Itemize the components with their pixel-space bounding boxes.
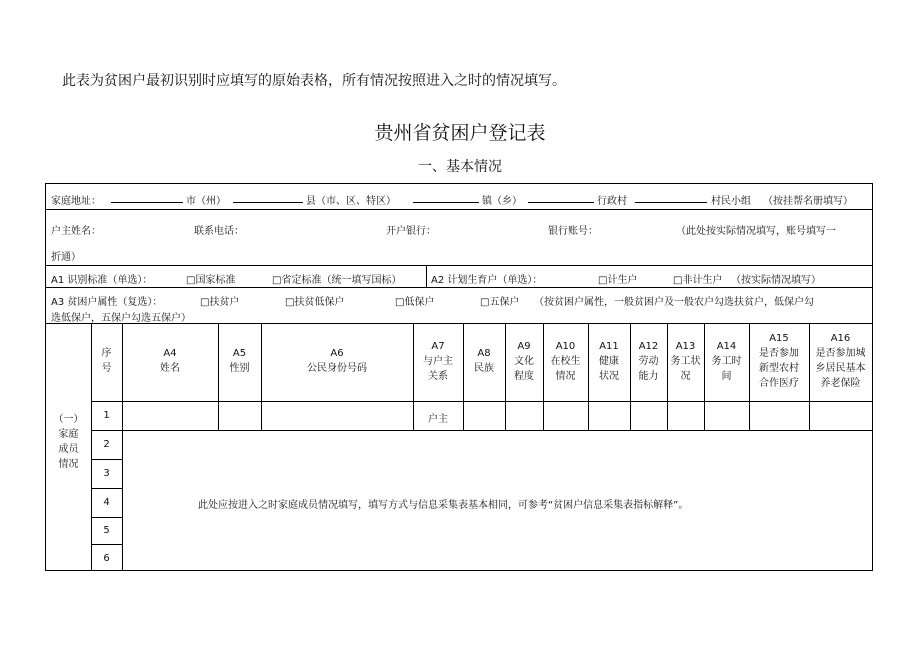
row2-bottom-line [91, 459, 122, 460]
a3-option-lowincome[interactable]: □低保户 [395, 297, 435, 308]
contact-hint-2: 折通） [51, 252, 81, 263]
a3-option-poverty-lowincome[interactable]: □扶贫低保户 [285, 297, 345, 308]
instruction-note: 此表为贫困户最初识别时应填写的原始表格，所有情况按照进入之时的情况填写。 [62, 73, 566, 89]
header-seq [91, 346, 122, 376]
a3-hint-1: （按贫困户属性，一般贫困户及一般农户勾选扶贫户，低保户勾 [534, 297, 814, 308]
bank-label: 开户银行： [386, 226, 436, 237]
a1-a2-divider [426, 266, 427, 288]
a2-option-unplanned[interactable]: □非计生户 [673, 275, 723, 286]
header-a9-code: A9 [517, 341, 531, 352]
contact-hint-1: （此处按实际情况填写，账号填写一 [676, 226, 836, 237]
header-a12 [630, 339, 667, 384]
header-a9-name-1: 文化 [514, 356, 534, 367]
row1-name-input[interactable] [123, 402, 218, 430]
header-a11-name-2: 状况 [599, 371, 619, 382]
a2-label: A2 计划生育户（单选）： [431, 275, 543, 286]
side-label-4: 情况 [58, 459, 79, 470]
family-side-label [46, 412, 91, 472]
contact-row [46, 210, 872, 266]
phone-label: 联系电话： [194, 226, 244, 237]
header-a16-name-1: 是否参加城 [815, 348, 866, 359]
header-a13 [667, 339, 704, 384]
head-name-label: 户主姓名： [51, 226, 101, 237]
row3-bottom-line [91, 488, 122, 489]
header-a5-name: 性别 [229, 363, 250, 374]
row-number-2: 2 [103, 439, 110, 450]
header-a14-code: A14 [716, 341, 737, 352]
header-a10-name-2: 情况 [555, 371, 576, 382]
header-a15-name-3: 合作医疗 [759, 378, 799, 389]
a1-option-national[interactable]: □国家标准 [186, 275, 236, 286]
a3-option-poverty[interactable]: □扶贫户 [200, 297, 240, 308]
header-a16 [809, 331, 872, 391]
header-a4-code: A4 [163, 348, 177, 359]
a2-hint: （按实际情况填写） [731, 275, 821, 286]
header-a5-code: A5 [232, 348, 247, 359]
header-a9 [505, 339, 543, 384]
city-field[interactable] [111, 194, 183, 203]
header-a9-name-2: 程度 [514, 371, 534, 382]
address-row [46, 184, 872, 210]
header-a8-name: 民族 [474, 363, 494, 374]
header-a7 [413, 339, 463, 384]
col-line-a7 [463, 324, 464, 430]
header-a15-name-1: 是否参加 [759, 348, 799, 359]
address-label: 家庭地址： [51, 196, 101, 207]
group-label: 村民小组 [711, 196, 751, 207]
side-label-2: 家庭 [58, 429, 79, 440]
col-line-a4 [218, 324, 219, 430]
header-a8 [463, 346, 505, 376]
row1-bottom-line [91, 430, 872, 431]
header-a14-name-2: 间 [721, 371, 732, 382]
header-a7-name-2: 关系 [428, 371, 448, 382]
header-a16-code: A16 [830, 333, 851, 344]
city-label: 市（州） [186, 196, 226, 207]
address-hint: （按挂帮名册填写） [763, 196, 853, 207]
header-a16-name-2: 乡居民基本 [815, 363, 866, 374]
header-seq-1: 序 [101, 348, 112, 359]
row1-id-input[interactable] [262, 402, 413, 430]
header-a11 [588, 339, 630, 384]
header-a11-name-1: 健康 [599, 356, 619, 367]
header-a11-code: A11 [599, 341, 619, 352]
header-a6-code: A6 [330, 348, 344, 359]
family-fill-note: 此处应按进入之时家庭成员情况填写，填写方式与信息采集表基本相同，可参考“贫困户信息采集表指标解释”。 [198, 500, 689, 511]
registration-form [45, 183, 873, 571]
row4-bottom-line [91, 517, 122, 518]
county-field[interactable] [233, 194, 303, 203]
a1-option-provincial[interactable]: □省定标准（统一填写国标） [272, 275, 402, 286]
header-a7-code: A7 [431, 341, 445, 352]
row5-bottom-line [91, 544, 122, 545]
section-title: 一、基本情况 [418, 159, 502, 175]
header-a10-name-1: 在校生 [550, 356, 581, 367]
header-a6-name: 公民身份号码 [307, 363, 367, 374]
a1-label: A1 识别标准（单选）： [51, 275, 153, 286]
header-a10-code: A10 [555, 341, 576, 352]
village-field[interactable] [528, 194, 594, 203]
town-field[interactable] [413, 194, 479, 203]
a2-option-planned[interactable]: □计生户 [598, 275, 638, 286]
header-a5 [218, 346, 261, 376]
header-a12-code: A12 [638, 341, 659, 352]
header-a12-name-2: 能力 [638, 371, 659, 382]
page-title: 贵州省贫困户登记表 [374, 122, 546, 144]
row-number-1: 1 [103, 410, 110, 421]
a3-label: A3 贫困户属性（复选）： [51, 297, 163, 308]
header-a13-name-2: 况 [680, 371, 691, 382]
town-label: 镇（乡） [482, 196, 522, 207]
header-a14-name-1: 务工时 [711, 356, 742, 367]
header-a4 [122, 346, 218, 376]
row-number-6: 6 [103, 553, 110, 564]
row-number-5: 5 [103, 525, 110, 536]
header-a14 [704, 339, 749, 384]
county-label: 县（市、区、特区） [306, 196, 396, 207]
header-a15-name-2: 新型农村 [759, 363, 799, 374]
header-a13-code: A13 [675, 341, 696, 352]
header-a12-name-1: 劳动 [638, 356, 659, 367]
header-a6 [261, 346, 413, 376]
header-a15 [749, 331, 809, 391]
side-label-3: 成员 [58, 444, 79, 455]
header-seq-2: 号 [101, 363, 112, 374]
village-label: 行政村 [597, 196, 627, 207]
row-number-3: 3 [103, 468, 110, 479]
row-number-4: 4 [103, 497, 110, 508]
a3-option-five-guarantee[interactable]: □五保户 [480, 297, 520, 308]
account-label: 银行账号： [548, 226, 598, 237]
header-a7-name-1: 与户主 [423, 356, 453, 367]
header-a10 [543, 339, 588, 384]
group-field[interactable] [635, 194, 707, 203]
a3-row [46, 288, 872, 324]
header-a13-name-1: 务工状 [670, 356, 701, 367]
header-a4-name: 姓名 [160, 363, 180, 374]
a3-hint-2: 选低保户，五保户勾选五保户） [51, 313, 191, 324]
head-relation-cell: 户主 [428, 414, 448, 425]
a1-a2-row [46, 266, 872, 288]
header-a16-name-3: 养老保险 [820, 378, 861, 389]
header-a15-code: A15 [769, 333, 789, 344]
side-label-1: （一） [53, 414, 84, 425]
header-a8-code: A8 [477, 348, 491, 359]
